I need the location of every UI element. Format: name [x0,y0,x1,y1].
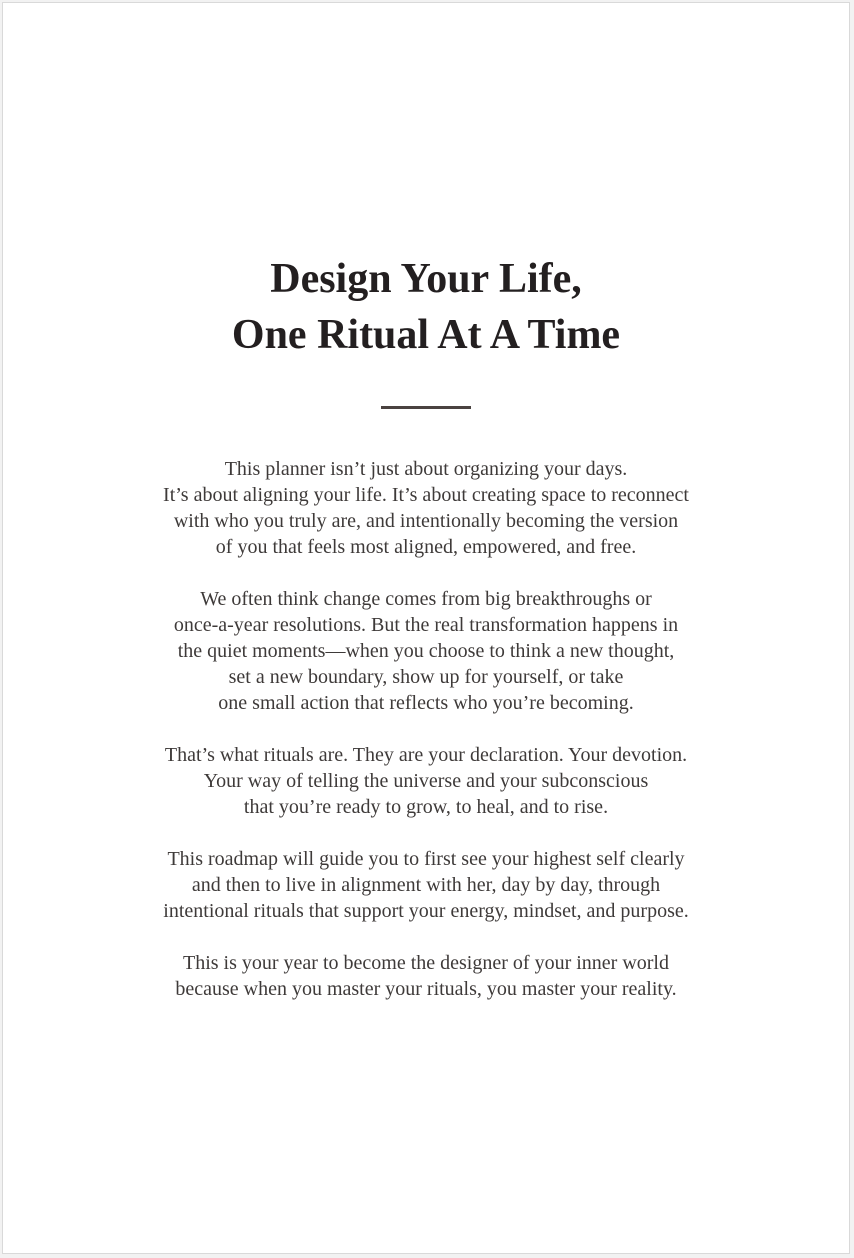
text-line: set a new boundary, show up for yourself, or take [228,666,624,688]
paragraph-1 [3,456,849,560]
document-page [2,2,850,1254]
text-line: It’s about aligning your life. It’s about creating space to reconnect [163,484,689,506]
text-line: once-a-year resolutions. But the real transformation happens in [173,614,679,636]
title-line-2: One Ritual At A Time [231,312,621,358]
text-line: with who you truly are, and intentionally becoming the version [173,510,679,532]
body-text [3,456,849,1028]
paragraph-5 [3,950,849,1002]
text-line: because when you master your rituals, you master your reality. [175,978,677,1000]
text-line: We often think change comes from big breakthroughs or [200,588,652,610]
text-line: This is your year to become the designer of your inner world [183,952,669,974]
text-line: This planner isn’t just about organizing your days. [224,458,628,480]
text-line: that you’re ready to grow, to heal, and to rise. [243,796,609,818]
title-line-1: Design Your Life, [270,256,582,302]
paragraph-3 [3,742,849,820]
paragraph-4 [3,846,849,924]
text-line: one small action that reflects who you’re becoming. [218,692,634,714]
text-line: and then to live in alignment with her, day by day, through [191,874,661,896]
title-divider [381,406,471,409]
text-line: intentional rituals that support your energy, mindset, and purpose. [163,900,689,922]
paragraph-2 [3,586,849,716]
text-line: the quiet moments—when you choose to think a new thought, [177,640,675,662]
page-title [3,251,849,363]
text-line: That’s what rituals are. They are your declaration. Your devotion. [164,744,688,766]
text-line: This roadmap will guide you to first see your highest self clearly [167,848,685,870]
text-line: of you that feels most aligned, empowered, and free. [215,536,637,558]
text-line: Your way of telling the universe and your subconscious [203,770,649,792]
